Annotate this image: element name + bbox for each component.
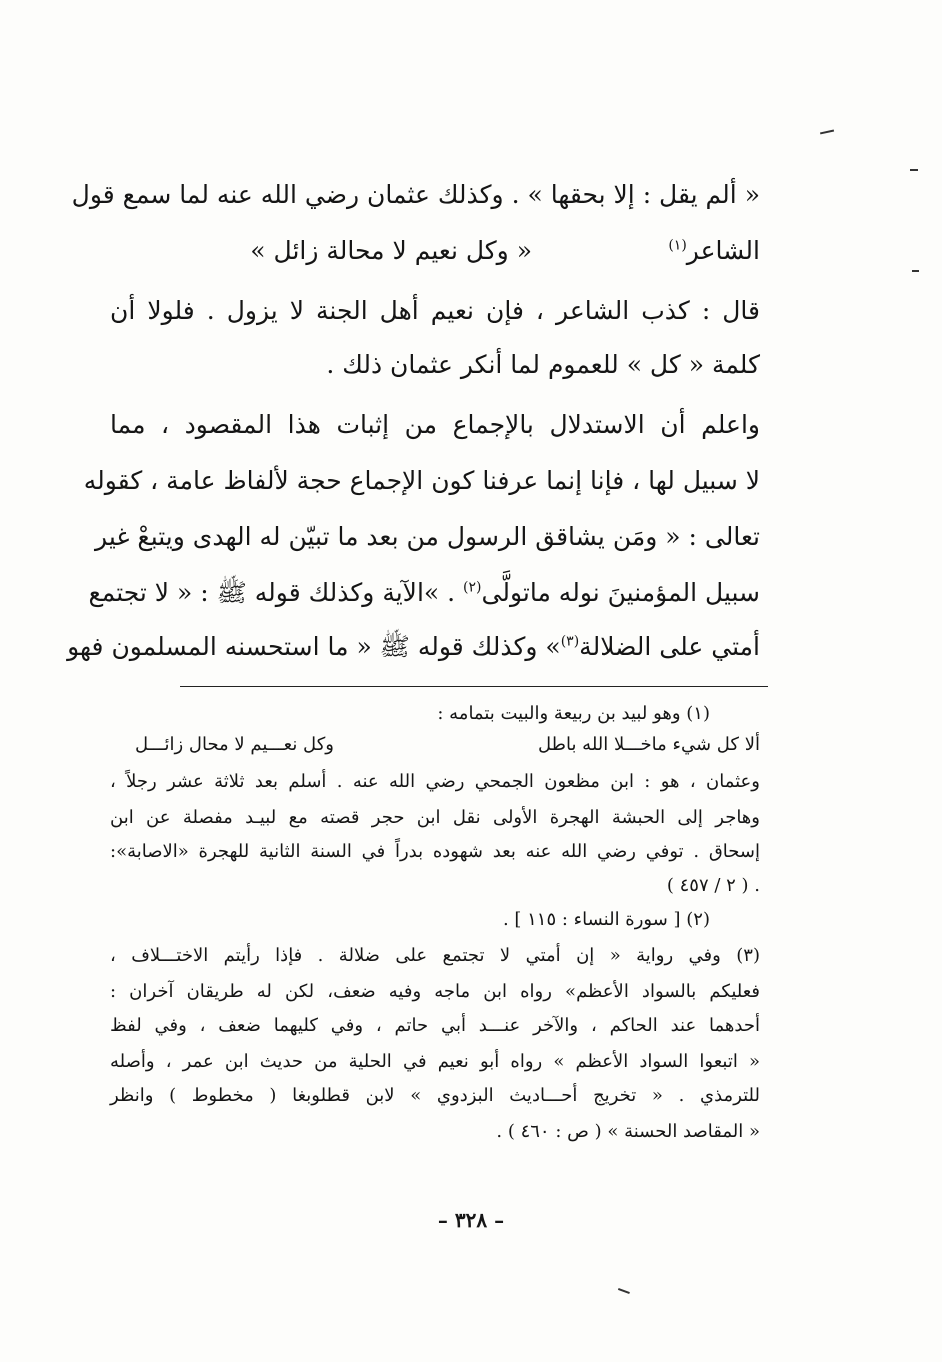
footnote-2: (٢) [ سورة النساء : ١١٥ ] . <box>502 909 710 930</box>
page-number: – ٣٢٨ – <box>437 1208 505 1232</box>
main-line-4: كلمة « كل » للعموم لما أنكر عثمان ذلك . <box>326 350 760 379</box>
scan-speck <box>820 130 834 134</box>
footnote-3-line-1: (٣) وفي رواية « إن أمتي لا تجتمع على ضلالة . فإذا رأيتم الاختـــلاف ، <box>110 945 760 966</box>
footnote-divider <box>180 686 768 687</box>
main-line-2-verse: « وكل نعيم لا محالة زائل » <box>250 236 532 265</box>
main-line-9 <box>67 632 760 662</box>
footnote-3-line-2: فعليكم بالسواد الأعظم» رواه ابن ماجه وفيه ضعف، لكن له طريقان آخران : <box>110 981 760 1002</box>
footnote-3-line-3: أحدهما عند الحاكم ، والآخر عنـــد أبي حاتم ، وفي كليهما ضعف ، وفي لفظ <box>110 1015 760 1036</box>
main-line-9-part-a: أمتي على الضلالة <box>579 632 760 661</box>
footnote-1-line-4: . ( ٢ / ٤٥٧ ) <box>666 875 760 896</box>
footnote-ref-2: (٢) <box>463 579 482 596</box>
main-line-8 <box>88 578 760 608</box>
footnote-verse <box>110 734 760 762</box>
verse-first-hemistich: ألا كل شيء ماخـــلا الله باطل <box>538 734 760 755</box>
main-line-9-part-b: » وكذلك قوله ﷺ « ما استحسنه المسلمون فهو <box>67 632 561 661</box>
footnote-1-line-1: وعثمان ، هو : ابن مظعون الجمحي رضي الله عنه . أسلم بعد ثلاثة عشر رجلاً ، <box>110 771 760 792</box>
main-line-2-word: الشاعر <box>686 236 760 265</box>
footnote-3-line-5: للترمذي . « تخريج أحـــاديث البزدوي » لابن قطلوبغا ( مخطوط ) وانظر <box>110 1085 760 1106</box>
footnote-1-intro: (١) وهو لبيد بن ربيعة والبيت بتمامه : <box>437 703 710 724</box>
main-line-8-part-b: . »الآية وكذلك قوله ﷺ : « لا تجتمع <box>88 578 456 607</box>
main-line-1: « ألم يقل : إلا بحقها » . وكذلك عثمان رضي الله عنه لما سمع قول <box>71 180 760 209</box>
footnote-ref-1: (١) <box>668 237 687 254</box>
main-line-3: قال : كذب الشاعر ، فإن نعيم أهل الجنة لا يزول . فلولا أن <box>110 296 760 325</box>
main-line-6: لا سبيل لها ، فإنا إنما عرفنا كون الإجماع حجة لألفاظ عامة ، كقوله <box>83 466 760 495</box>
footnote-1-line-2: وهاجر إلى الحبشة الهجرة الأولى نقل ابن حجر قصته مع لبيـد مفصلة عن ابن <box>110 807 760 828</box>
footnote-1-line-3: إسحاق . توفي رضي الله عنه بعد شهوده بدراً في السنة الثانية للهجرة «الاصابة»: <box>110 841 760 862</box>
verse-second-hemistich: وكل نعـــيم لا محال زائـــل <box>135 734 334 755</box>
footnote-3-line-6: « المقاصد الحسنة » ( ص : ٤٦٠ ) . <box>496 1121 760 1142</box>
footnote-ref-3: (٣) <box>560 633 580 650</box>
scan-speck <box>910 169 918 171</box>
footnote-3-line-4: « اتبعوا السواد الأعظم » رواه أبو نعيم في الحلية من حديث ابن عمر ، وأصله <box>110 1051 760 1072</box>
main-line-2-poet <box>668 236 760 266</box>
scan-speck <box>618 1288 630 1294</box>
scan-speck <box>912 270 919 272</box>
main-line-7: تعالى : « ومَن يشاقق الرسول من بعد ما تبيّن له الهدى ويتبعْ غير <box>95 522 760 551</box>
main-line-8-part-a: سبيل المؤمنينَ نوله ماتولَّى <box>481 578 760 607</box>
main-line-5: واعلم أن الاستدلال بالإجماع من إثبات هذا المقصود ، مما <box>110 410 760 439</box>
